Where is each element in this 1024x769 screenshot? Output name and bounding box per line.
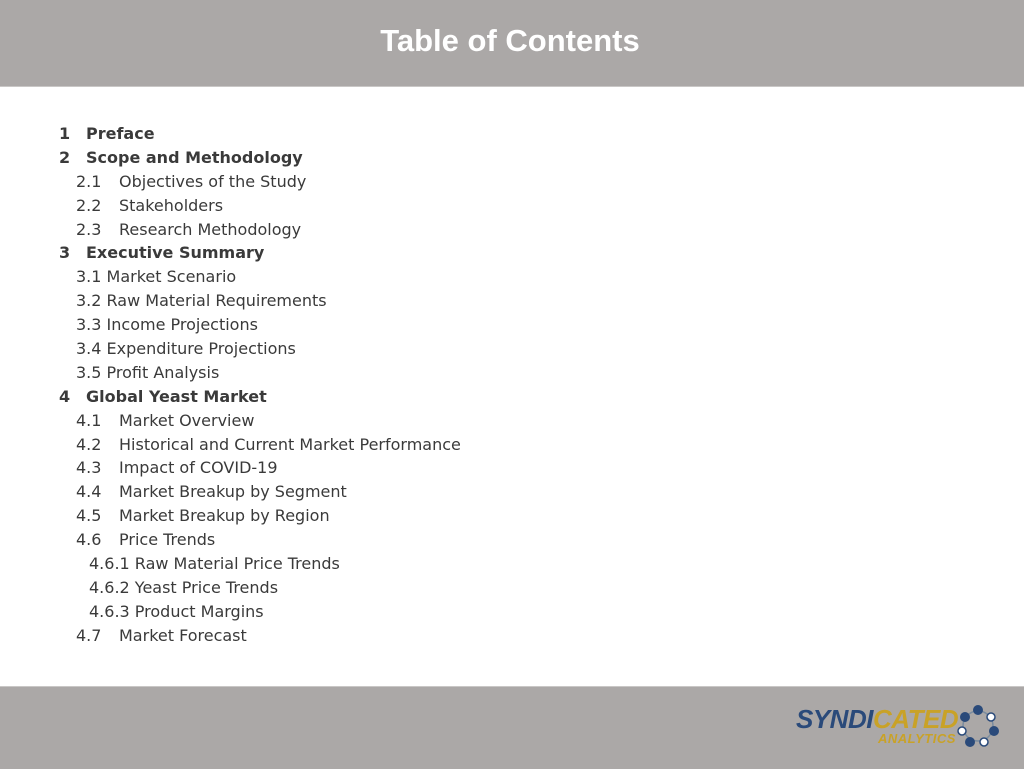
toc-item [0, 385, 1024, 409]
toc-label: Global Yeast Market [86, 386, 267, 406]
toc-label: 4.6.2 Yeast Price Trends [89, 577, 279, 597]
toc-item [0, 480, 1024, 504]
toc-item [0, 552, 1024, 576]
toc-item [0, 528, 1024, 552]
toc-number: 4.7 [76, 625, 102, 645]
toc-label: 3.2 Raw Material Requirements [76, 291, 327, 311]
toc-number: 4.4 [76, 482, 102, 502]
toc-label: Market Forecast [119, 625, 247, 645]
toc-label: 3.5 Profit Analysis [76, 362, 220, 382]
toc-label: 4.6.1 Raw Material Price Trends [89, 554, 340, 574]
toc-item [0, 194, 1024, 218]
toc-label: Preface [86, 124, 155, 143]
footer-bar [0, 686, 1024, 769]
toc-item [0, 218, 1024, 242]
toc-number: 4.3 [76, 458, 102, 478]
toc-number: 4.1 [76, 410, 102, 430]
toc-item [0, 122, 1024, 146]
toc-item [0, 576, 1024, 600]
toc-label: Scope and Methodology [86, 147, 303, 167]
toc-number: 3 [59, 243, 71, 263]
toc-item [0, 600, 1024, 624]
toc-label: 4.6.3 Product Margins [89, 601, 264, 621]
logo-subtitle: ANALYTICS [878, 731, 956, 746]
toc-item [0, 433, 1024, 457]
logo-wordmark: SYNDICATED [796, 704, 959, 734]
toc-number: 2.2 [76, 195, 102, 215]
toc-label: 3.3 Income Projections [76, 315, 258, 335]
toc-number: 4.5 [76, 506, 102, 526]
toc-label: Executive Summary [86, 243, 265, 263]
toc-number: 2.3 [76, 219, 102, 239]
toc-number: 2.1 [76, 171, 102, 191]
toc-label: Market Breakup by Region [119, 506, 330, 526]
page-title: Table of Contents [380, 23, 640, 58]
company-logo [796, 704, 1006, 752]
toc-item [0, 313, 1024, 337]
toc-label: Impact of COVID-19 [119, 458, 278, 478]
toc-number: 4.2 [76, 434, 102, 454]
toc-item [0, 146, 1024, 170]
toc-number: 2 [59, 147, 71, 167]
toc-item [0, 337, 1024, 361]
logo-ring-icon [956, 704, 1000, 748]
toc-label: Market Overview [119, 410, 255, 430]
toc-label: Price Trends [119, 530, 216, 550]
header-bar [0, 0, 1024, 87]
toc-label: Objectives of the Study [119, 171, 307, 191]
toc-item [0, 241, 1024, 265]
toc-item [0, 265, 1024, 289]
toc-item [0, 624, 1024, 648]
toc-item [0, 409, 1024, 433]
toc-number: 1 [59, 124, 71, 143]
toc-label: 3.1 Market Scenario [76, 267, 237, 287]
toc-number: 4 [59, 386, 71, 406]
toc-item [0, 289, 1024, 313]
toc-item [0, 504, 1024, 528]
toc-label: 3.4 Expenditure Projections [76, 339, 296, 359]
toc-label: Research Methodology [119, 219, 302, 239]
toc-number: 4.6 [76, 530, 102, 550]
toc-label: Market Breakup by Segment [119, 482, 347, 502]
toc-label: Historical and Current Market Performance [119, 434, 461, 454]
toc-item [0, 456, 1024, 480]
table-of-contents [0, 122, 1024, 648]
toc-label: Stakeholders [119, 195, 224, 215]
toc-item [0, 170, 1024, 194]
toc-item [0, 361, 1024, 385]
